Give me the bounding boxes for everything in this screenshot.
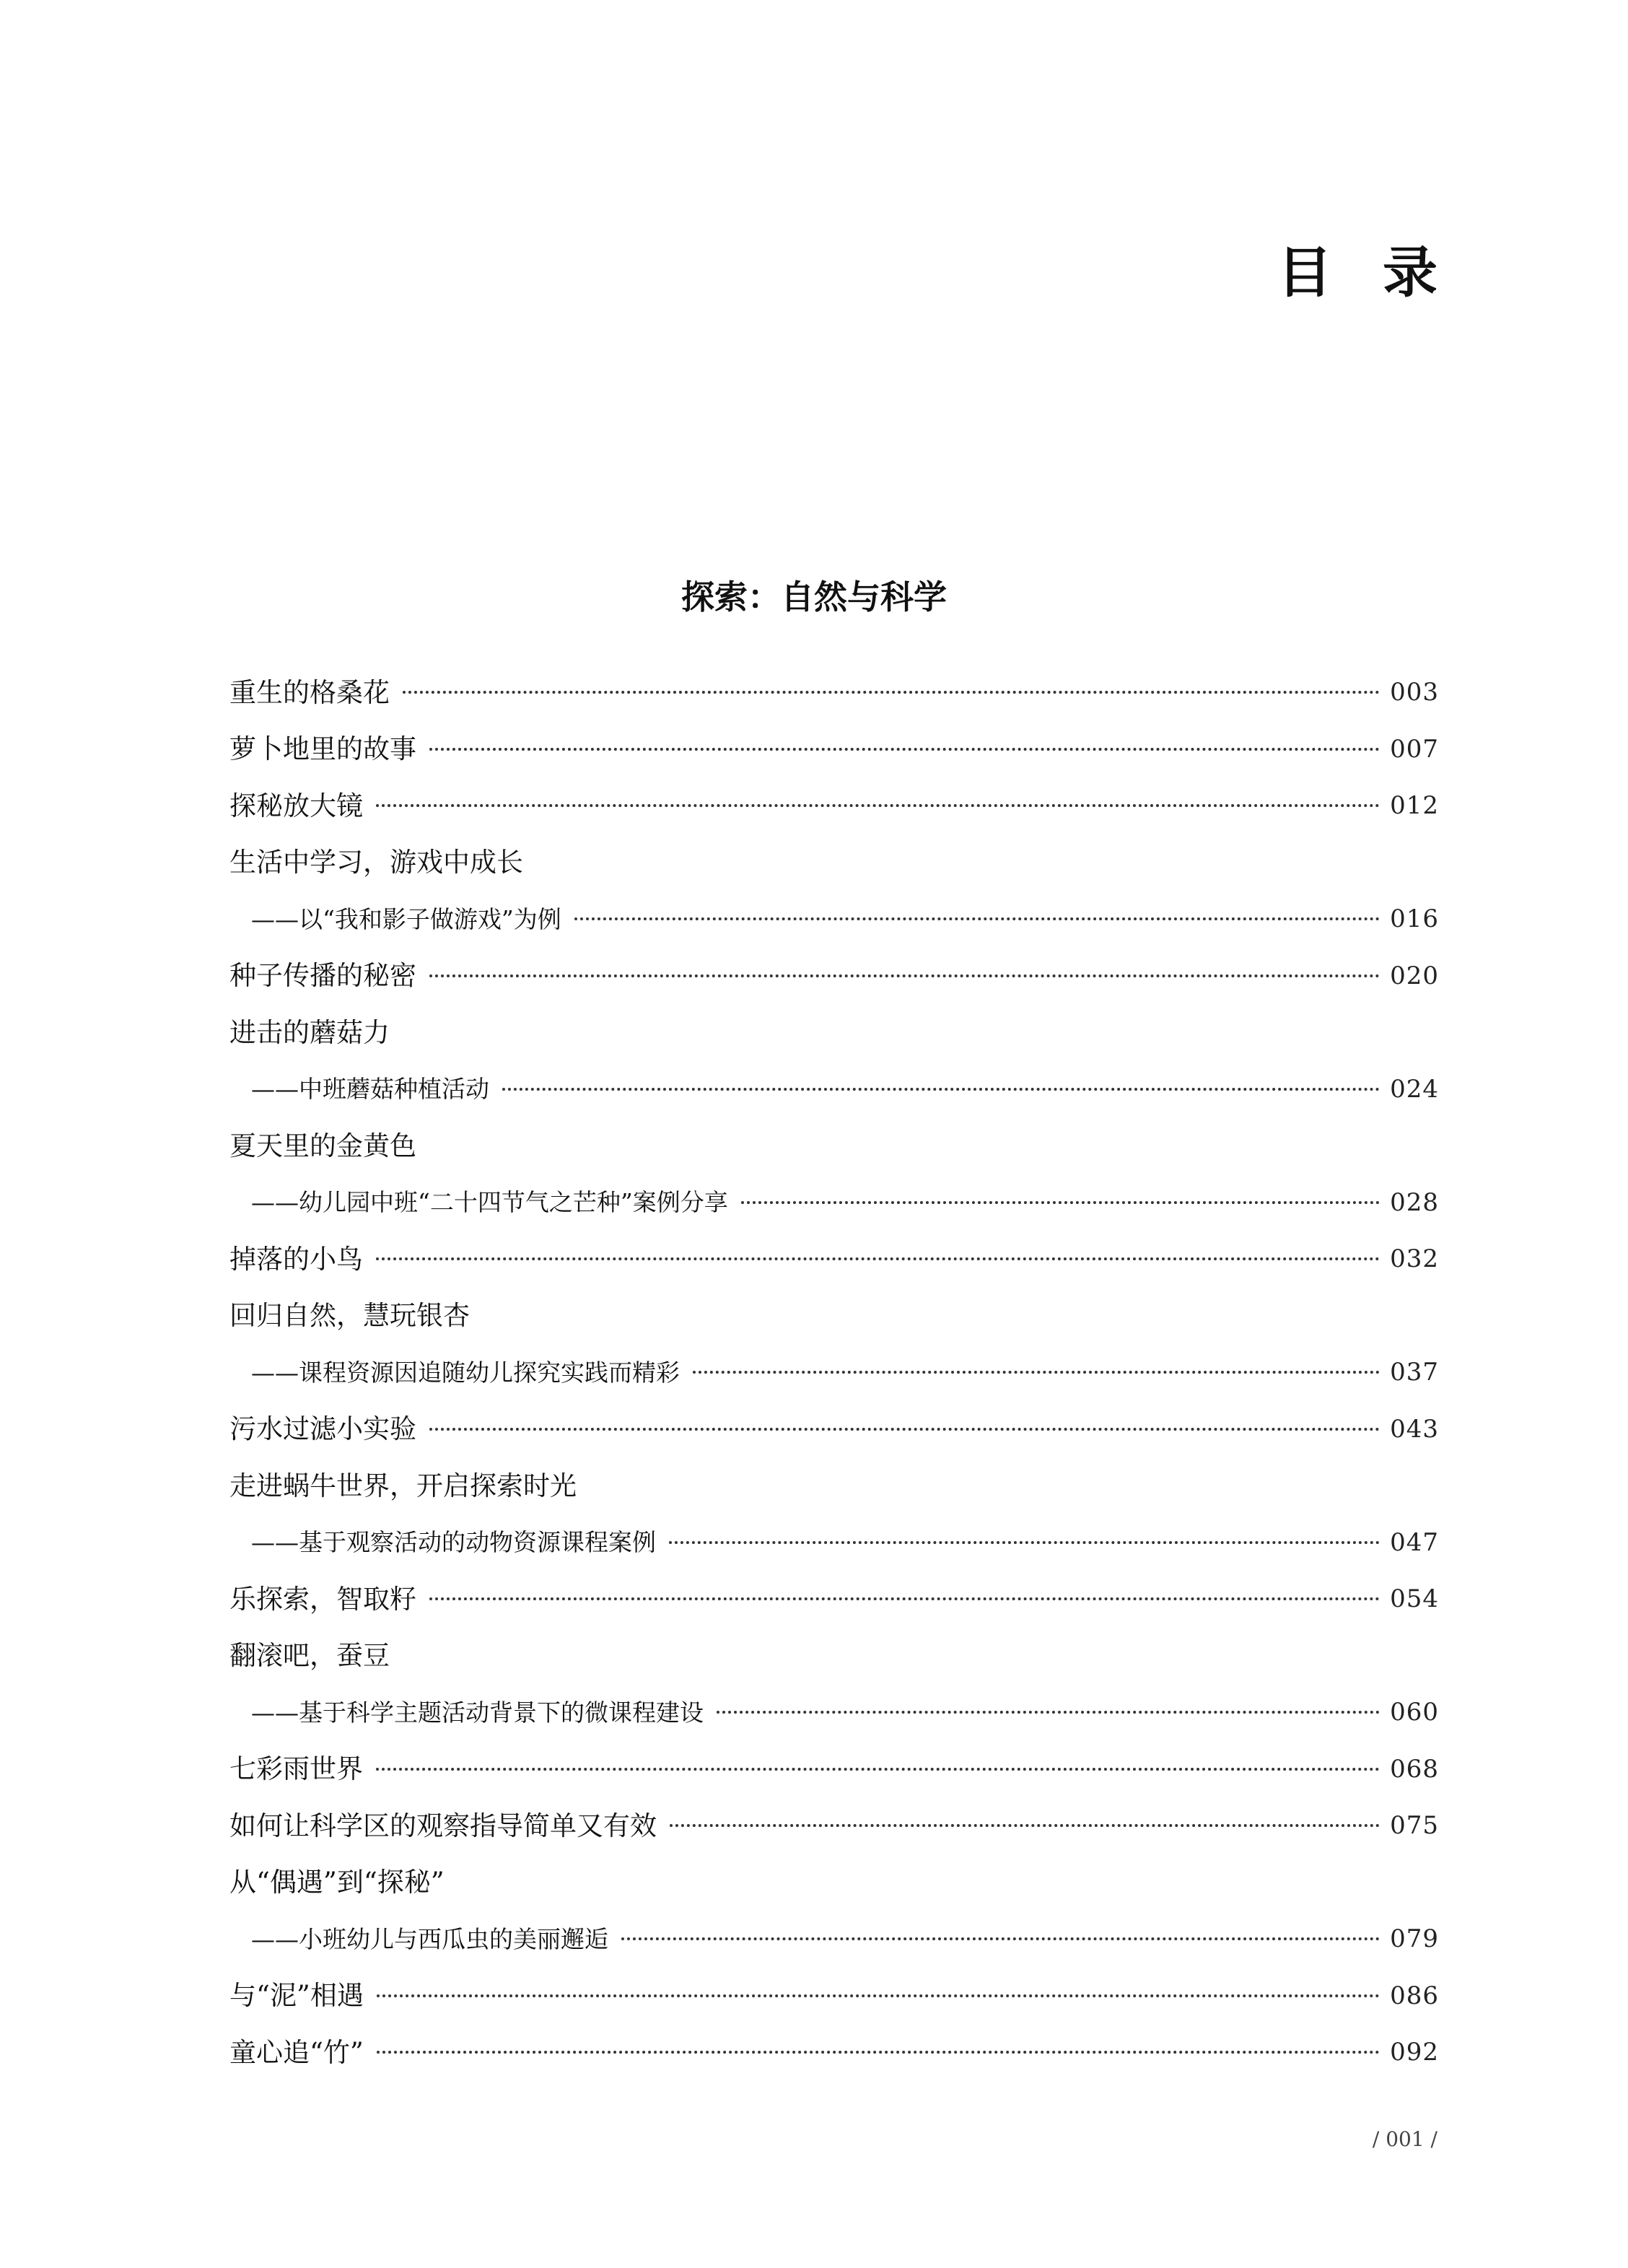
- toc-entry-subtitle: ——小班幼儿与西瓜虫的美丽邂逅: [251, 1924, 608, 1953]
- toc-dot-leader: [502, 1088, 1380, 1091]
- toc-page-number: 047: [1390, 1527, 1439, 1557]
- toc-page-number: 032: [1390, 1244, 1439, 1274]
- toc-dot-leader: [376, 1768, 1380, 1771]
- toc-entry-title: 种子传播的秘密: [229, 960, 416, 992]
- toc-entry-subtitle: ——幼儿园中班“二十四节气之芒种”案例分享: [251, 1188, 728, 1217]
- toc-page-number: 016: [1390, 904, 1439, 934]
- toc-entry-title: 夏天里的金黄色: [229, 1130, 416, 1161]
- toc-page-number: 028: [1390, 1187, 1439, 1217]
- toc-entry[interactable]: [229, 2024, 1439, 2081]
- table-of-contents: [229, 664, 1439, 2081]
- toc-dot-leader: [717, 1711, 1380, 1714]
- toc-entry-title: 回归自然，慧玩银杏: [229, 1300, 470, 1332]
- toc-dot-leader: [574, 917, 1380, 920]
- toc-entry-title: 重生的格桑花: [229, 676, 390, 708]
- toc-dot-leader: [403, 691, 1380, 694]
- toc-entry-title: 如何让科学区的观察指导简单又有效: [229, 1810, 657, 1841]
- toc-entry-title: 污水过滤小实验: [229, 1413, 416, 1445]
- toc-entry-title: 掉落的小鸟: [229, 1243, 363, 1275]
- toc-entry-title: 童心追“竹”: [229, 2036, 364, 2068]
- toc-page-number: 092: [1390, 2038, 1439, 2067]
- toc-entry[interactable]: [229, 1004, 1439, 1061]
- toc-entry[interactable]: [229, 1968, 1439, 2025]
- toc-page-number: 037: [1390, 1358, 1439, 1387]
- toc-page-number: 060: [1390, 1698, 1439, 1727]
- toc-page-number: 003: [1390, 678, 1439, 707]
- toc-dot-leader: [376, 804, 1380, 807]
- toc-entry-title: 翻滚吧，蚕豆: [229, 1640, 390, 1672]
- toc-entry-subtitle: ——基于科学主题活动背景下的微课程建设: [251, 1698, 704, 1727]
- toc-page-number: 068: [1390, 1754, 1439, 1784]
- toc-entry-subtitle: ——课程资源因追随幼儿探究实践而精彩: [251, 1358, 680, 1387]
- toc-subtitle-entry[interactable]: [229, 1514, 1439, 1571]
- toc-dot-leader: [377, 2051, 1380, 2054]
- toc-entry-title: 从“偶遇”到“探秘”: [229, 1867, 445, 1898]
- toc-entry[interactable]: [229, 1571, 1439, 1628]
- toc-entry[interactable]: [229, 1628, 1439, 1685]
- toc-entry[interactable]: [229, 834, 1439, 891]
- toc-dot-leader: [429, 1428, 1380, 1431]
- toc-entry[interactable]: [229, 664, 1439, 721]
- toc-entry[interactable]: [229, 1117, 1439, 1174]
- toc-dot-leader: [429, 974, 1380, 977]
- toc-dot-leader: [621, 1937, 1380, 1940]
- toc-subtitle-entry[interactable]: [229, 1174, 1439, 1231]
- toc-subtitle-entry[interactable]: [229, 1344, 1439, 1401]
- toc-dot-leader: [376, 1257, 1380, 1260]
- toc-entry[interactable]: [229, 1231, 1439, 1288]
- toc-entry-title: 与“泥”相遇: [229, 1980, 364, 2012]
- toc-entry-title: 萝卜地里的故事: [229, 733, 416, 765]
- toc-entry[interactable]: [229, 1741, 1439, 1798]
- toc-entry-subtitle: ——以“我和影子做游戏”为例: [251, 904, 561, 933]
- toc-entry-title: 探秘放大镜: [229, 790, 363, 821]
- toc-page-number: 007: [1390, 734, 1439, 764]
- toc-dot-leader: [693, 1371, 1380, 1374]
- toc-subtitle-entry[interactable]: [229, 1684, 1439, 1741]
- toc-entry-title: 走进蜗牛世界，开启探索时光: [229, 1470, 577, 1501]
- toc-entry[interactable]: [229, 1797, 1439, 1854]
- toc-dot-leader: [429, 1597, 1380, 1600]
- toc-page-number: 024: [1390, 1074, 1439, 1104]
- toc-entry-title: 七彩雨世界: [229, 1753, 363, 1785]
- toc-dot-leader: [670, 1824, 1380, 1827]
- page-title: 目录: [1277, 240, 1488, 305]
- toc-entry-title: 进击的蘑菇力: [229, 1016, 390, 1048]
- toc-entry-title: 乐探索，智取籽: [229, 1583, 416, 1615]
- toc-page-number: 075: [1390, 1811, 1439, 1841]
- toc-dot-leader: [429, 748, 1380, 751]
- toc-subtitle-entry[interactable]: [229, 1911, 1439, 1968]
- toc-dot-leader: [669, 1541, 1380, 1544]
- toc-page-number: 043: [1390, 1414, 1439, 1444]
- toc-page-number: 086: [1390, 1981, 1439, 2010]
- toc-entry[interactable]: [229, 1457, 1439, 1514]
- toc-subtitle-entry[interactable]: [229, 1061, 1439, 1118]
- toc-entry[interactable]: [229, 777, 1439, 834]
- toc-entry-subtitle: ——中班蘑菇种植活动: [251, 1075, 489, 1104]
- toc-subtitle-entry[interactable]: [229, 891, 1439, 948]
- toc-entry[interactable]: [229, 1288, 1439, 1345]
- toc-entry-title: 生活中学习，游戏中成长: [229, 847, 523, 878]
- toc-page-number: 054: [1390, 1584, 1439, 1614]
- page-number: / 001 /: [1372, 2127, 1437, 2151]
- toc-entry-subtitle: ——基于观察活动的动物资源课程案例: [251, 1528, 656, 1557]
- toc-entry[interactable]: [229, 1854, 1439, 1911]
- section-title: 探索：自然与科学: [681, 577, 947, 616]
- toc-page-number: 012: [1390, 791, 1439, 821]
- toc-page-number: 020: [1390, 961, 1439, 990]
- toc-dot-leader: [741, 1201, 1380, 1204]
- toc-entry[interactable]: [229, 1401, 1439, 1458]
- toc-dot-leader: [377, 1994, 1380, 1997]
- toc-entry[interactable]: [229, 721, 1439, 778]
- toc-page-number: 079: [1390, 1924, 1439, 1954]
- toc-entry[interactable]: [229, 948, 1439, 1005]
